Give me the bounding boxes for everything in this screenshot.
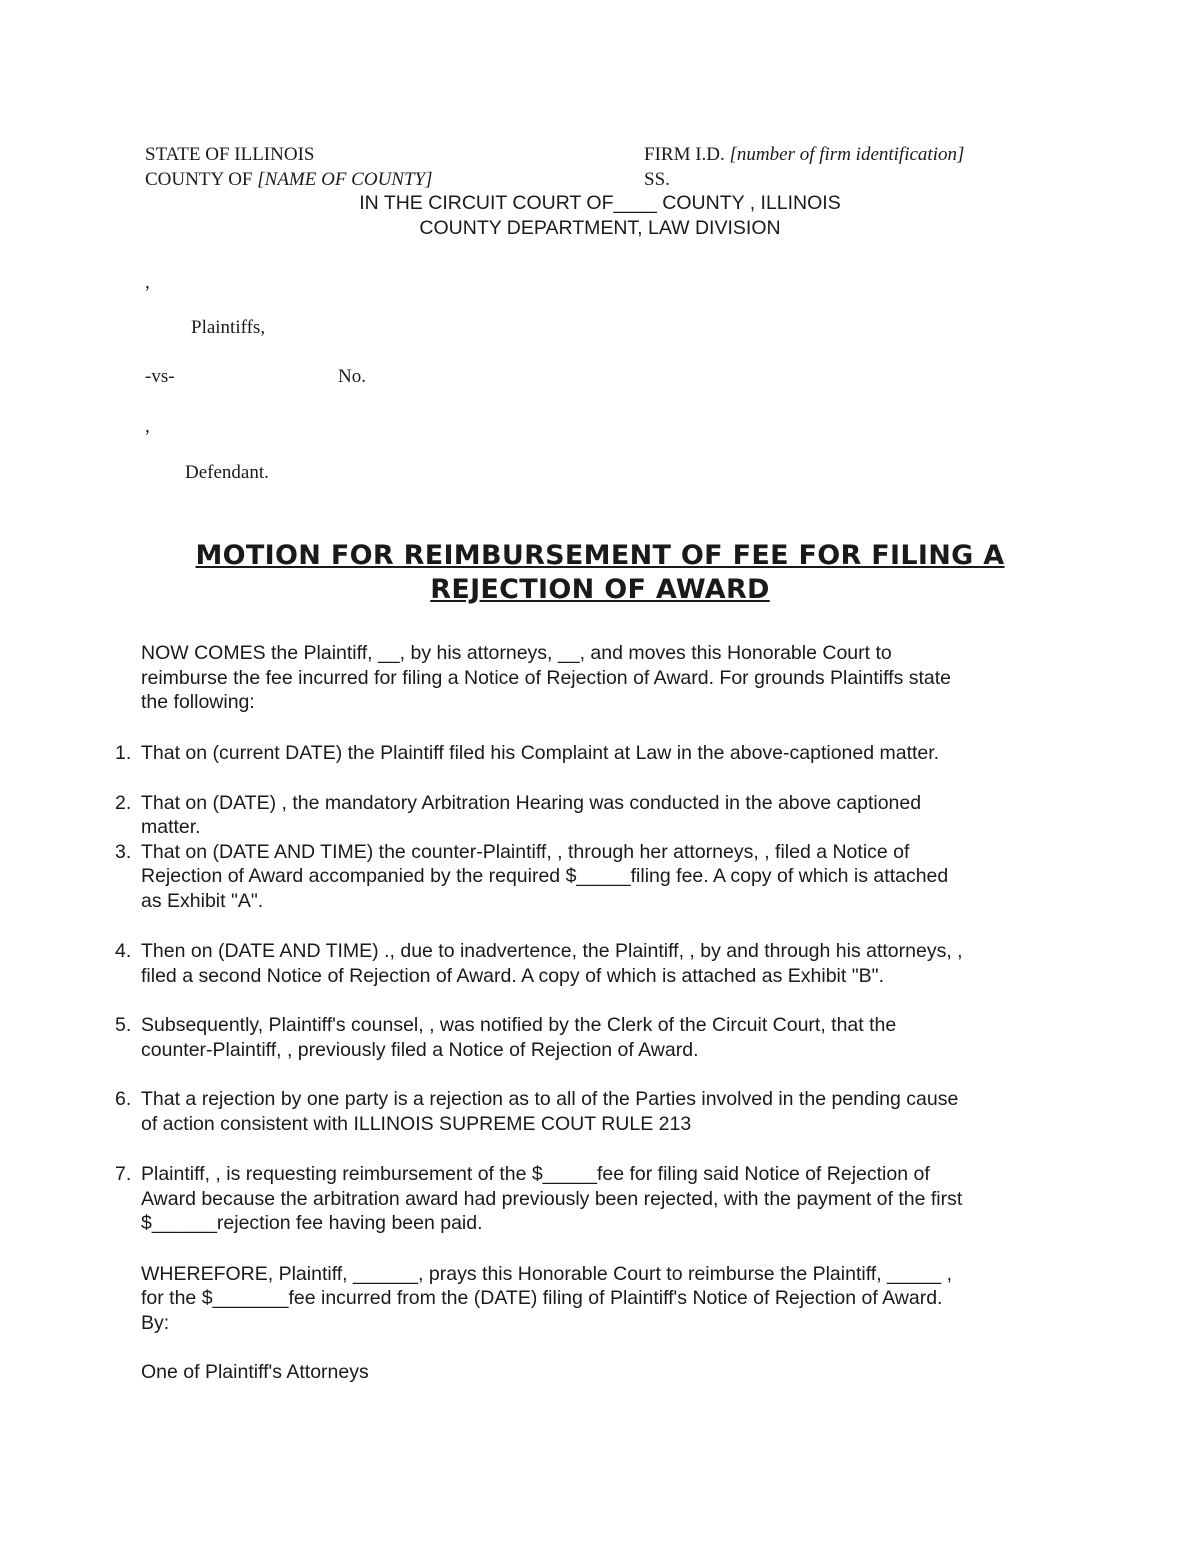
item-line: Rejection of Award accompanied by the required $_____filing fee. A copy of which is attached xyxy=(141,865,949,887)
court-heading-line2: COUNTY DEPARTMENT, LAW DIVISION xyxy=(419,217,781,239)
signature-line: One of Plaintiff's Attorneys xyxy=(141,1361,369,1383)
document-title-line2: REJECTION OF AWARD xyxy=(430,574,770,605)
closing-line: for the $_______fee incurred from the (DATE) filing of Plaintiff's Notice of Rejection of Award. xyxy=(141,1287,943,1309)
item-line: Subsequently, Plaintiff's counsel, , was notified by the Clerk of the Circuit Court, that the xyxy=(141,1014,897,1036)
firm-id-line xyxy=(644,144,964,166)
item-line: matter. xyxy=(141,816,201,838)
item-line: That a rejection by one party is a rejection as to all of the Parties involved in the pending cause xyxy=(141,1088,959,1110)
intro-line: the following: xyxy=(141,691,255,713)
closing-line: WHEREFORE, Plaintiff, ______, prays this Honorable Court to reimburse the Plaintiff, _____ , xyxy=(141,1263,953,1285)
firm-prefix: FIRM I.D. xyxy=(644,144,730,165)
item-line: of action consistent with ILLINOIS SUPREME COUT RULE 213 xyxy=(141,1113,692,1135)
versus-label: -vs- xyxy=(145,366,175,387)
item-line: Then on (DATE AND TIME) ., due to inadvertence, the Plaintiff, , by and through his attorneys, , xyxy=(141,940,963,962)
defendant-label: Defendant. xyxy=(185,462,269,483)
item-number: 6. xyxy=(115,1088,132,1110)
item-number: 4. xyxy=(115,940,132,962)
county-line xyxy=(145,169,433,191)
item-line: $______rejection fee having been paid. xyxy=(141,1212,483,1234)
by-label: By: xyxy=(141,1312,170,1334)
state-label: STATE OF ILLINOIS xyxy=(145,144,315,165)
item-line: That on (DATE AND TIME) the counter-Plaintiff, , through her attorneys, , filed a Notice of xyxy=(141,841,910,863)
court-heading-line1: IN THE CIRCUIT COURT OF____ COUNTY , ILLINOIS xyxy=(359,192,841,214)
county-name-placeholder: [NAME OF COUNTY] xyxy=(257,169,433,190)
item-line: Award because the arbitration award had previously been rejected, with the payment of the first xyxy=(141,1188,963,1210)
item-line: filed a second Notice of Rejection of Award. A copy of which is attached as Exhibit "B". xyxy=(141,965,884,987)
item-number: 5. xyxy=(115,1014,132,1036)
item-line: as Exhibit "A". xyxy=(141,890,264,912)
intro-line: reimburse the fee incurred for filing a Notice of Rejection of Award. For grounds Plaintiffs state xyxy=(141,667,952,689)
defendant-name-comma: , xyxy=(145,416,150,437)
item-number: 2. xyxy=(115,792,132,814)
plaintiff-name-comma: , xyxy=(145,272,150,293)
item-line: counter-Plaintiff, , previously filed a Notice of Rejection of Award. xyxy=(141,1039,699,1061)
intro-line: NOW COMES the Plaintiff, __, by his attorneys, __, and moves this Honorable Court to xyxy=(141,642,892,664)
case-number-label: No. xyxy=(338,366,366,387)
county-prefix: COUNTY OF xyxy=(145,169,258,190)
item-number: 3. xyxy=(115,841,132,863)
firm-id-placeholder: [number of firm identification] xyxy=(729,144,965,165)
item-number: 1. xyxy=(115,742,132,764)
item-line: Plaintiff, , is requesting reimbursement of the $_____fee for filing said Notice of Rejection of xyxy=(141,1163,930,1185)
item-number: 7. xyxy=(115,1163,132,1185)
plaintiffs-label: Plaintiffs, xyxy=(191,317,266,338)
item-line: That on (DATE) , the mandatory Arbitration Hearing was conducted in the above captioned xyxy=(141,792,922,814)
ss-label: SS. xyxy=(644,169,670,190)
item-line: That on (current DATE) the Plaintiff filed his Complaint at Law in the above-captioned matter. xyxy=(141,742,940,764)
document-title-line1: MOTION FOR REIMBURSEMENT OF FEE FOR FILING A xyxy=(195,540,1005,571)
